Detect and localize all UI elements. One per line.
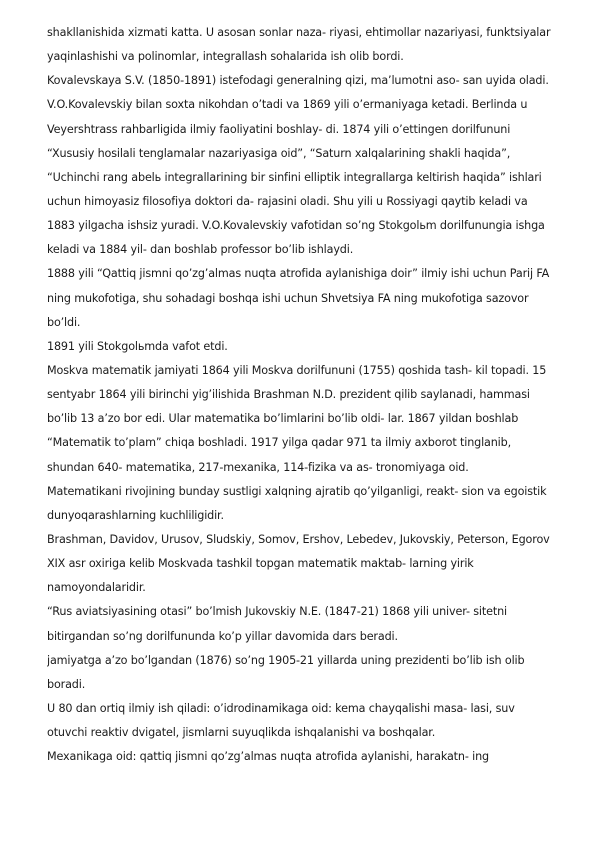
text-line: “Rus aviatsiyasining otasi” bo’lmish Jukovskiy N.E. (1847-21) 1868 yili univer- sitetni [47, 605, 507, 619]
text-line: XIX asr oxiriga kelib Moskvada tashkil topgan matematik maktab- larning yirik [47, 557, 474, 571]
text-line: Mexanikaga oid: qattiq jismni qo’zg’almas nuqta atrofida aylanishi, harakatn- ing [47, 750, 489, 764]
text-line: shakllanishida xizmati katta. U asosan sonlar naza- riyasi, ehtimollar nazariyasi, funktsiyalar [47, 26, 551, 39]
text-line: Brashman, Davidov, Urusov, Sludskiy, Somov, Ershov, Lebedev, Jukovskiy, Peterson, Egorov [47, 532, 550, 546]
text-line: otuvchi reaktiv dvigatel, jismlarni suyuqlikda ishqalanishi va boshqalar. [47, 726, 436, 740]
text-line: keladi va 1884 yil- dan boshlab professor bo’lib ishlaydi. [47, 243, 354, 257]
text-line: Moskva matematik jamiyati 1864 yili Moskva dorilfununi (1755) qoshida tash- kil topadi. 15 [47, 363, 547, 377]
text-line: bo’ldi. [47, 315, 81, 329]
text-line: 1891 yili Stokgolьmda vafot etdi. [47, 339, 228, 353]
text-line: Veyershtrass rahbarligida ilmiy faoliyatini boshlay- di. 1874 yili o’ettingen dorilfununi [47, 122, 511, 136]
text-line: U 80 dan ortiq ilmiy ish qiladi: o’idrodinamikaga oid: kema chayqalishi masa- lasi, suv [47, 701, 515, 715]
text-line: bo’lib 13 a’zo bor edi. Ular matematika bo’limlarini bo’lib oldi- lar. 1867 yildan boshlab [47, 412, 519, 426]
text-line: namoyondalaridir. [47, 581, 146, 595]
text-line: jamiyatga a’zo bo’lgandan (1876) so’ng 1905-21 yillarda uning prezidenti bo’lib ish olib [47, 653, 525, 667]
text-line: 1883 yilgacha ishsiz yuradi. V.O.Kovalevskiy vafotidan so’ng Stokgolьm dorilfunungia ishga [47, 219, 545, 233]
text-line: boradi. [47, 677, 86, 691]
text-line: “Uchinchi rang abelь integrallarining bir sinfini elliptik integrallarga keltirish haqida” ishlari [47, 170, 542, 184]
text-line: sentyabr 1864 yili birinchi yig’ilishida Brashman N.D. prezident qilib saylanadi, hammasi [47, 388, 530, 402]
text-line: V.O.Kovalevskiy bilan soxta nikohdan o’tadi va 1869 yili o’ermaniyaga ketadi. Berlinda u [47, 98, 528, 112]
text-line: shundan 640- matematika, 217-mexanika, 114-fizika va as- tronomiyaga oid. [47, 460, 469, 474]
text-line: dunyoqarashlarning kuchliligidir. [47, 508, 224, 522]
text-line: uchun himoyasiz filosofiya doktori da- rajasini oladi. Shu yili u Rossiyagi qaytib keladi va [47, 194, 528, 208]
text-line: “Matematik to’plam” chiqa boshladi. 1917 yilga qadar 971 ta ilmiy axborot tinglanib, [47, 436, 511, 450]
text-line: yaqinlashishi va polinomlar, integrallash sohalarida ish olib bordi. [47, 50, 404, 64]
text-line: ning mukofotiga, shu sohadagi boshqa ishi uchun Shvetsiya FA ning mukofotiga sazovor [47, 291, 529, 305]
text-line: Kovalevskaya S.V. (1850-1891) istefodagi generalning qizi, ma’lumotni aso- san uyida oladi. [47, 74, 549, 88]
text-line: bitirgandan so’ng dorilfununda ko’p yillar davomida dars beradi. [47, 629, 398, 643]
text-line: 1888 yili “Qattiq jismni qo’zg’almas nuqta atrofida aylanishiga doir” ilmiy ishi uchun Parij FA [47, 267, 550, 281]
text-line: “Xususiy hosilali tenglamalar nazariyasiga oid”, “Saturn xalqalarining shakli haqida”, [47, 146, 511, 160]
text-line: Matematikani rivojining bunday sustligi xalqning ajratib qo’yilganligi, reakt- sion va egoistik [47, 484, 547, 498]
